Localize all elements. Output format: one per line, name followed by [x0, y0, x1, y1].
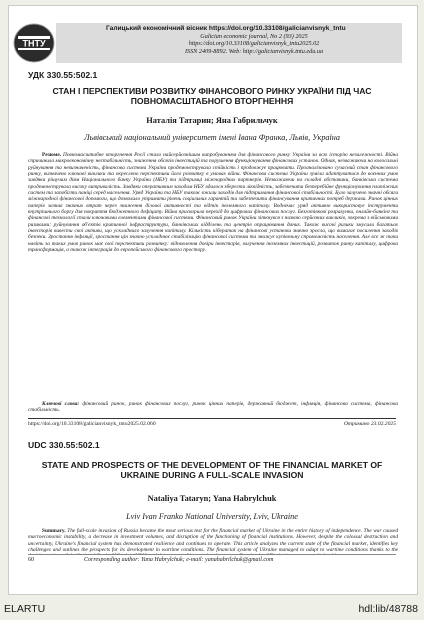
issue-doi: https://doi.org/10.33108/galicianvisnyk_tntu2025.02	[188, 40, 320, 48]
abstract-text-uk: Повномасштабне вторгнення Росії стало найсерйознішим випробуванням для фінансового ринку України за всю історію незалежності. Війна спричинила макроекономічну нестабільність, зниження обсягів інвестицій та порушення функціонування фінансових установ. Однак, незважаючи на колосальні руйнування та невизначеність, фінансова система України продемонструвала стійкість і продовжує працювати. Проаналізовано сучасний стан фінансового ринку, визначено ключові виклики та окреслено перспективи його розвитку в умовах війни. Фінансова система України зуміла адаптуватися до воєнних умов завдяки рішучим діям Національного банку України (НБУ) та підтримці міжнародних партнерів. Незважаючи на складні обставини, банківська система продемонструвала високу витривалість. Завдяки оперативним заходам НБУ вдалося зберегти ліквідність, забезпечити безперебійне функціонування платіжних систем та запобігти паніці серед населення. Уряд України та НБУ також вжили заходів для підтримання фінансової стабільності. Було залучено значні обсяги міжнародної фінансової допомоги, що дозволило утримати рівень соціальних гарантій та забезпечити фінансування критичних потреб держави. Ринок цінних паперів зазнав значних втрат через зниження ділової активності та відтік іноземного капіталу. Водночас уряд активно використовує інструменти внутрішнього боргу для покриття бюджетного дефіциту. Війна прискорила перехід до цифрових фінансових послуг. Безготівкові розрахунки, онлайн-банкінг та фінансові технології стали ключовими елементами фінансової системи. Фінансовий ринок України зіткнувся з низкою серйозних викликів, зокрема з військовими ризиками: руйнування об'єктів критичної інфраструктури, банківських відділень та центрів опрацювання даних. Також високі ризики змусили багатьох інвесторів вивести свої активи, що ускладнило залучення капіталу. Кількість кібератак на фінансові установи значно зросла, що вимагає посилення заходів безпеки. Зростання інфляції, зростання цін значно ускладнює стабілізацію фінансової системи та знижує купівельну спроможність населення. Але все ж таки навіть за таких умов ринок має свої перспективи розвитку: відновлення довіри інвесторів, залучення іноземних інвестицій, розвиток ринку капіталу, цифрова трансформація, а також інтеграція до європейського фінансового простору.	[28, 152, 398, 254]
journal-header-text	[106, 25, 402, 55]
keywords-text-uk: фінансовий ринок, ринок фінансових послуг, ринок цінних паперів, державний бюджет, інфляція, фінансова система, фінансова стабільність.	[28, 401, 398, 414]
abstract-uk	[28, 152, 398, 398]
repository-strip	[0, 600, 424, 620]
article-title-en: STATE AND PROSPECTS OF THE DEVELOPMENT OF THE FINANCIAL MARKET OF UKRAINE DURING A FULL-SCALE INVASION	[41, 460, 383, 480]
footer-divider	[28, 554, 396, 555]
udc-en: UDC 330.55:502.1	[28, 440, 100, 450]
authors-en: Nataliya Tataryn; Yana Habrylchuk	[147, 494, 277, 503]
abstract-label-en: Summary.	[42, 528, 66, 534]
repository-name: ELARTU	[4, 603, 46, 615]
abstract-en	[28, 528, 398, 554]
university-logo	[12, 22, 56, 64]
page-number: 60	[28, 557, 34, 563]
abstract-label-uk: Резюме.	[42, 152, 62, 158]
keywords-label-uk: Ключові слова:	[42, 401, 80, 407]
corresponding-author-note: Corresponding author: Yana Habrylchuk; e-mail: yanahabrilchuk@gmail.com	[84, 557, 274, 563]
received-date: Отримано 23.02.2025	[343, 421, 396, 427]
handle-id[interactable]: hdl:lib/48788	[358, 603, 418, 615]
udc-uk: УДК 330.55:502.1	[28, 70, 98, 80]
journal-name: Галицький економічний вісник https://doi.org/10.33108/galicianvisnyk_tntu	[106, 25, 346, 32]
abstract-text-en: The full-scale invasion of Russia became the most serious test for the financial market of Ukraine in the entire history of independence. The war caused macroeconomic instability, a decrease in investment volumes, and disruption of the functioning of financial institutions. However, despite the colossal destruction and uncertainty, Ukraine's financial system has demonstrated resilience and continues to operate. This article analyzes the current state of the financial market, identifies key challenges and outlines the prospects for its development in wartime conditions. The financial system of Ukraine managed to adapt to wartime conditions thanks to the	[28, 528, 398, 554]
affiliation-uk: Львівський національний університет імені Івана Франка, Львів, Україна	[84, 133, 340, 142]
affiliation-en: Lviv Ivan Franko National University, Lviv, Ukraine	[126, 512, 298, 521]
article-doi-line	[28, 421, 396, 427]
divider	[28, 418, 396, 419]
svg-text:ТНТУ: ТНТУ	[22, 38, 46, 49]
keywords-uk	[28, 401, 398, 414]
journal-name-en: Galician economic journal, No 2 (93) 2025	[200, 32, 308, 40]
article-title-uk: СТАН І ПЕРСПЕКТИВИ РОЗВИТКУ ФІНАНСОВОГО РИНКУ УКРАЇНИ ПІД ЧАС ПОВНОМАСШТАБНОГО ВТОРГНЕННЯ	[52, 86, 372, 106]
authors-uk: Наталія Татарин; Яна Габрильчук	[146, 116, 278, 125]
issn-web: ISSN 2409-8892. Web: http://galicianvisnyk.tntu.edu.ua	[184, 47, 324, 55]
article-doi-link[interactable]: https://doi.org/10.33108/galicianvisnyk_tntu2025.02.060	[28, 421, 156, 427]
